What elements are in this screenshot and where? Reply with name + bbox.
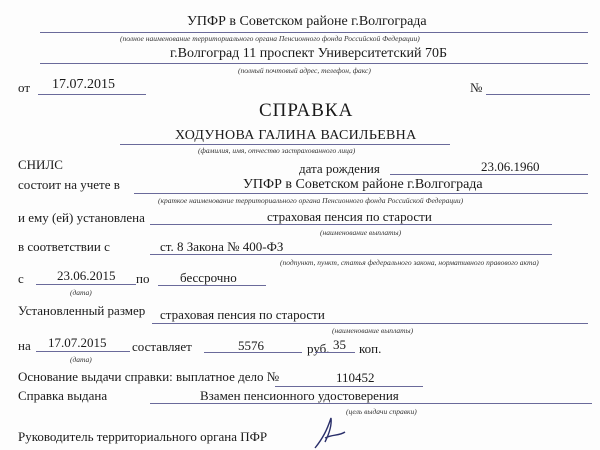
period-to-value: бессрочно [180,270,237,285]
issued-value: Взамен пенсионного удостоверения [200,388,399,403]
number-label: № [470,80,483,95]
birth-date: 23.06.1960 [481,159,540,174]
assigned-line [150,224,552,225]
amount-date-hint: (дата) [70,355,92,364]
amount-on-date: 17.07.2015 [48,335,107,350]
issued-hint: (цель выдачи справки) [346,407,417,416]
amount-rub-line [204,352,302,353]
assigned-value: страховая пенсия по старости [267,209,432,224]
issued-label: Справка выдана [18,388,108,403]
period-from-label: с [18,271,24,286]
amount-rub-value: 5576 [238,338,264,353]
accordance-value: ст. 8 Закона № 400-ФЗ [160,239,284,254]
organ-name: УПФР в Советском районе г.Волгограда [187,14,427,29]
snils-label: СНИЛС [18,157,63,172]
period-to-line [158,285,266,286]
assigned-hint: (наименование выплаты) [320,228,402,237]
basis-value: 110452 [336,370,375,385]
amount-kop-line [315,352,355,353]
amount-kop-value: 35 [333,337,346,352]
period-from-line [36,284,136,285]
period-from-value: 23.06.2015 [57,268,116,283]
registration-organ: УПФР в Советском районе г.Волгограда [243,177,483,192]
amount-makes-label: составляет [132,339,192,354]
organ-address: г.Волгоград 11 проспект Университетский 70Б [170,46,448,61]
organ-name-hint: (полное наименование территориального органа Пенсионного фонда Российской Федерации) [120,34,420,43]
amount-type-label: Установленный размер [18,303,146,318]
document-title: СПРАВКА [259,100,354,121]
signature-mark [305,412,365,450]
organ-name-line [40,32,588,33]
accordance-hint: (подпункт, пункт, статья федерального закона, нормативного правового акта) [280,258,539,267]
accordance-label: в соответствии с [18,239,110,254]
registration-hint: (краткое наименование территориального органа Пенсионного фонда Российской Федерации) [158,196,464,205]
registration-label: состоит на учете в [18,177,120,192]
address-hint: (полный почтовый адрес, телефон, факс) [238,66,371,75]
accordance-line [150,254,552,255]
amount-type-hint: (наименование выплаты) [332,326,414,335]
person-full-name: ХОДУНОВА ГАЛИНА ВАСИЛЬЕВНА [175,128,417,143]
number-line [486,94,590,95]
from-label: от [18,80,31,95]
registration-line [134,193,588,194]
name-line [120,144,450,145]
amount-on-line [36,351,130,352]
assigned-label: и ему (ей) установлена [18,210,145,225]
amount-type-value: страховая пенсия по старости [160,307,325,322]
from-date: 17.07.2015 [52,77,115,92]
from-date-line [38,94,146,95]
basis-label: Основание выдачи справки: выплатное дело № [18,369,280,384]
birth-label: дата рождения [299,161,380,176]
head-label: Руководитель территориального органа ПФР [18,429,268,444]
amount-type-line [152,323,588,324]
name-hint: (фамилия, имя, отчество застрахованного лица) [198,146,356,155]
birth-date-line [390,174,588,175]
basis-line [275,386,423,387]
issued-line [150,403,592,404]
address-line [40,63,588,64]
period-to-label: по [136,271,150,286]
amount-on-label: на [18,338,31,353]
amount-rub-label: руб. [307,341,330,356]
amount-kop-label: коп. [359,341,382,356]
period-from-hint: (дата) [70,288,92,297]
